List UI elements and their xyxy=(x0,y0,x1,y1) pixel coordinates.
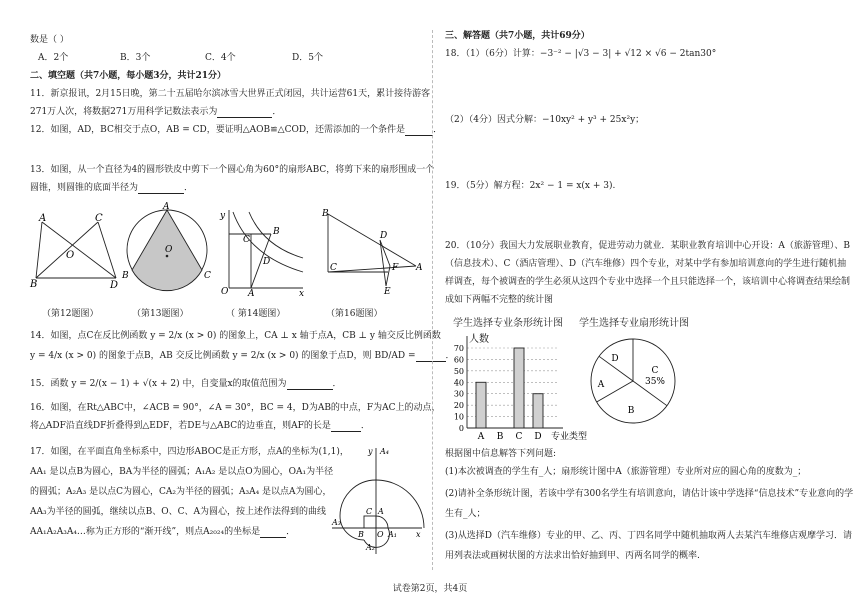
svg-text:C: C xyxy=(95,213,103,224)
q20-line1: 20．（10分）我国大力发展职业教育，促进劳动力就业．某职业教育培训中心开设：A（旅游管理）、B xyxy=(445,241,851,251)
q18-part2: （2）（4分）因式分解：−10xy² + y³ + 25x²y； xyxy=(445,115,645,125)
caption-q16: （第16题图） xyxy=(326,309,383,319)
x-tick-label: A xyxy=(477,432,485,442)
q20-sub2-line1: (2)请补全条形统计图，若该中学有300名学生有培训意向，请估计该中学选择“信息技术”专业意向的学 xyxy=(445,489,854,499)
svg-text:C: C xyxy=(330,263,337,273)
svg-text:B: B xyxy=(122,271,129,281)
x-tick-label: D xyxy=(534,432,542,442)
y-tick-label: 50 xyxy=(453,366,464,376)
svg-text:A: A xyxy=(163,202,170,212)
svg-text:A₁: A₁ xyxy=(388,530,397,539)
q13-line2: 圆锥，则圆锥的底面半径为 ． xyxy=(30,183,194,193)
figure-q17 xyxy=(330,444,425,556)
svg-text:F: F xyxy=(392,263,399,273)
q14-line2: y = 4/x (x > 0) 的图象于点B，AB 交反比例函数 y = 2/x (x > 0) 的图象于点D，则 BD/AD = ． xyxy=(30,351,455,361)
svg-text:B: B xyxy=(30,279,38,290)
y-tick-label: 10 xyxy=(453,412,464,422)
figure-q13 xyxy=(122,204,212,294)
section2-title: 二、填空题（共7小题，每小题3分，共计21分） xyxy=(30,71,227,81)
q10-option-c: C．4个 xyxy=(205,53,236,63)
figure-q16 xyxy=(320,208,422,296)
svg-text:x: x xyxy=(416,530,421,539)
q14-line1: 14．如图，点C在反比例函数 y = 2/x (x > 0) 的图象上，CA ⊥ x 轴于点A，CB ⊥ y 轴交反比例函数 xyxy=(30,331,441,341)
q16-line2: 将△ADF沿直线DF折叠得到△EDF，若DE与△ABC的边垂直，则AF的长是 ． xyxy=(30,421,370,431)
q17-line3: 的圆弧；A₂A₃ 是以点C为圆心，CA₂为半径的圆弧；A₃A₄ 是以点A为圆心， xyxy=(30,487,332,497)
q20-line2: （信息技术）、C（酒店管理）、D（汽车维修）四个专业，对某中学有参加培训意向的学生进行随机抽 xyxy=(445,259,847,269)
svg-text:A₃: A₃ xyxy=(332,518,341,527)
q18-part1: 18．（1）（6分）计算：−3⁻² − |√3 − 3| + √12 × √6 − 2tan30° xyxy=(445,49,717,59)
svg-text:y: y xyxy=(368,447,373,456)
pie-slice-label-b: B xyxy=(627,406,635,416)
caption-q14: （ 第14题图） xyxy=(226,309,286,319)
svg-text:D: D xyxy=(380,231,388,241)
bar-chart-title: 学生选择专业条形统计图 xyxy=(453,318,563,329)
y-tick-label: 70 xyxy=(453,344,464,353)
q11-line1: 11．新京报讯，2月15日晚，第二十五届哈尔滨冰雪大世界正式闭园，共计运营61天，累计接待游客 xyxy=(30,89,431,99)
q16-line1: 16．如图，在Rt△ABC中，∠ACB = 90°，∠A = 30°，BC = 4，D为AB的中点，F为AC上的动点， xyxy=(30,403,441,413)
svg-text:A₂: A₂ xyxy=(366,543,375,552)
svg-text:B: B xyxy=(358,530,364,539)
pie-slice-label-c: C xyxy=(651,366,659,376)
column-divider xyxy=(432,30,433,570)
svg-text:C: C xyxy=(366,507,373,516)
y-axis-label: 人数 xyxy=(469,334,489,345)
svg-text:A: A xyxy=(248,289,255,299)
figure-q12 xyxy=(30,212,122,290)
svg-text:A₄: A₄ xyxy=(380,447,389,456)
caption-q13: （第13题图） xyxy=(132,309,189,319)
svg-text:E: E xyxy=(384,287,391,297)
y-tick-label: 30 xyxy=(453,389,464,399)
pie-slice-label-a: A xyxy=(597,380,605,390)
figure-q14 xyxy=(215,206,305,299)
q10-tail: 数是（ ） xyxy=(30,35,69,45)
svg-text:A: A xyxy=(378,507,384,516)
svg-text:O: O xyxy=(165,245,173,255)
svg-text:B: B xyxy=(273,227,280,237)
pie-chart xyxy=(585,335,685,427)
svg-text:O: O xyxy=(221,287,229,297)
pie-slice-percent: 35% xyxy=(644,377,666,387)
svg-text:A: A xyxy=(39,213,47,224)
q19-text: 19．（5分）解方程：2x² − 1 = x(x + 3). xyxy=(445,181,616,191)
x-axis-label: 专业类型 xyxy=(551,432,588,442)
bar-c xyxy=(514,348,524,428)
svg-text:x: x xyxy=(299,289,305,299)
q20-sub2-line2: 生有_人； xyxy=(445,509,486,519)
x-tick-label: C xyxy=(515,432,523,442)
svg-text:O: O xyxy=(377,530,384,539)
q17-line2: AA₁ 是以点B为圆心，BA为半径的圆弧；A₁A₂ 是以点O为圆心，OA₁为半径 xyxy=(30,467,334,477)
q10-option-d: D．5个 xyxy=(292,53,323,63)
svg-text:A: A xyxy=(416,263,423,273)
q20-sub3-line1: (3)从选择D（汽车维修）专业的甲、乙、丙、丁四名同学中随机抽取两人去某汽车维修店观摩学习．请 xyxy=(445,531,852,541)
svg-text:O: O xyxy=(66,250,75,261)
q15-text: 15．函数 y = 2/(x − 1) + √(x + 2) 中，自变量x的取值范围为 ． xyxy=(30,379,342,389)
y-tick-label: 0 xyxy=(458,424,464,433)
pie-slice-label-d: D xyxy=(611,354,619,364)
q12-text: 12．如图，AD，BC相交于点O，AB = CD，要证明△AOB≌△COD，还需添加的一个条件是 ． xyxy=(30,125,443,135)
svg-text:B: B xyxy=(322,209,329,219)
page-footer: 试卷第2页，共4页 xyxy=(392,584,468,594)
y-tick-label: 60 xyxy=(453,355,464,365)
q11-line2: 271万人次，将数据271万用科学记数法表示为 ． xyxy=(30,107,282,117)
bar-chart xyxy=(445,332,588,444)
q10-option-a: A．2个 xyxy=(38,53,69,63)
svg-text:D: D xyxy=(110,280,119,291)
q20-line4: 成如下两幅不完整的统计图 xyxy=(445,295,554,305)
q20-sub3-line2: 用列表法或画树状图的方法求出恰好抽到甲、丙两名同学的概率. xyxy=(445,551,700,561)
q17-line5: AA₁A₂A₃A₄…称为正方形的“渐开线”，则点A₂₀₂₄的坐标是 ． xyxy=(30,527,296,537)
q20-line3: 样调查，每个被调查的学生必须从这四个专业中选择一个且只能选择一个，该培训中心将调查结果绘制 xyxy=(445,277,851,287)
q13-line1: 13．如图，从一个直径为4的圆形铁皮中剪下一个圆心角为60°的扇形ABC，将剪下来的扇形围成一个 xyxy=(30,165,435,175)
svg-text:D: D xyxy=(263,257,271,267)
q17-line4: AA₃为半径的圆弧，继续以点B、O、C、A为圆心，按上述作法得到的曲线 xyxy=(30,507,326,517)
svg-text:C: C xyxy=(243,235,250,245)
q10-option-b: B．3个 xyxy=(120,53,151,63)
q17-line1: 17．如图，在平面直角坐标系中，四边形ABOC是正方形，点A的坐标为(1,1)， xyxy=(30,447,349,457)
svg-text:C: C xyxy=(204,271,211,281)
svg-text:y: y xyxy=(220,211,226,221)
bar-d xyxy=(533,394,543,428)
pie-chart-title: 学生选择专业扇形统计图 xyxy=(579,318,689,329)
y-tick-label: 20 xyxy=(453,401,464,411)
y-tick-label: 40 xyxy=(453,378,464,388)
q20-sub1: (1)本次被调查的学生有_人；扇形统计图中A（旅游管理）专业所对应的圆心角的度数为_； xyxy=(445,467,807,477)
section3-title: 三、解答题（共7小题，共计69分） xyxy=(445,31,590,41)
x-tick-label: B xyxy=(496,432,504,442)
bar-a xyxy=(476,382,486,428)
caption-q12: （第12题图） xyxy=(42,309,99,319)
answer-intro: 根据图中信息解答下列问题: xyxy=(445,449,557,459)
